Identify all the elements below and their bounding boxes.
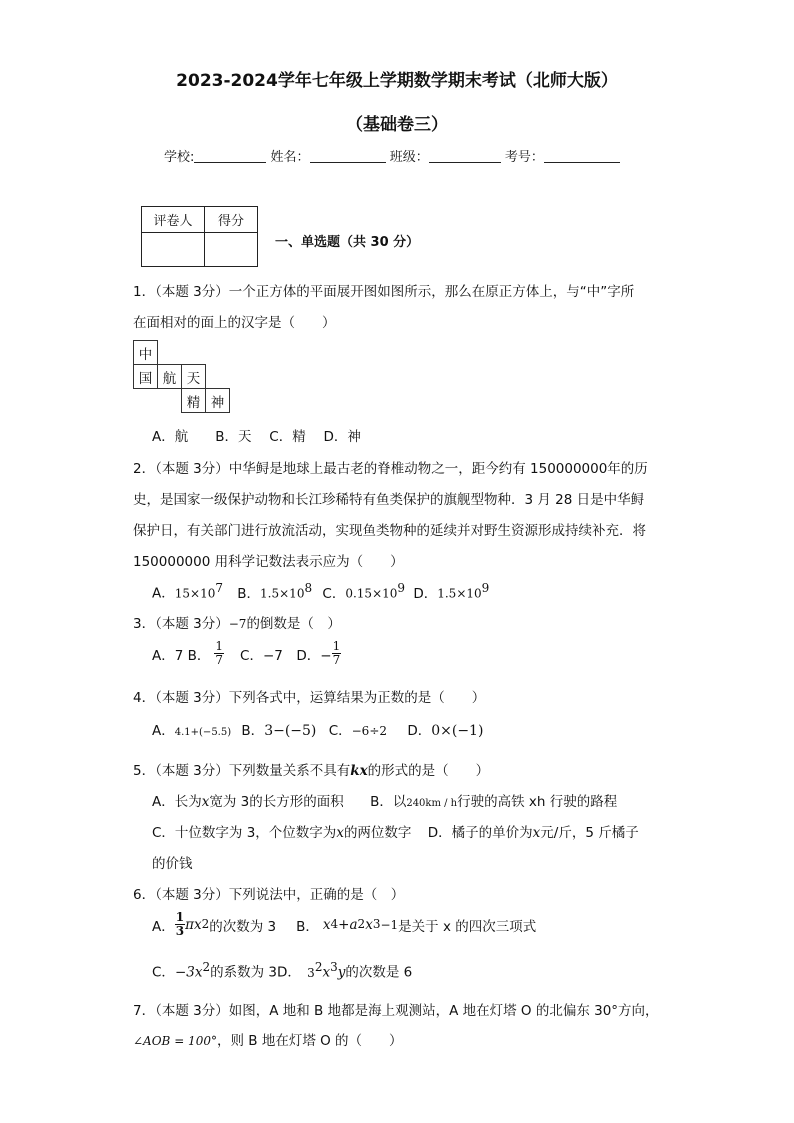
score-header: 得分 xyxy=(205,207,258,233)
q3-fracB: $\frac{1}{7}$ xyxy=(215,639,224,667)
net-cell-guo: 国 xyxy=(134,365,158,389)
name-blank[interactable] xyxy=(310,150,386,163)
class-label: 班级： xyxy=(389,150,429,165)
class-blank[interactable] xyxy=(429,150,501,163)
net-cell-jing: 精 xyxy=(182,389,206,413)
exam-subtitle: （基础卷三） xyxy=(346,115,448,135)
q5-options-ab: A．长为x宽为 3的长方形的面积 B．以240km / h行驶的高铁 xh 行驶的路程 xyxy=(152,794,618,810)
q2-optB-math: 1.5×10 xyxy=(260,586,305,601)
exam-title: 2023-2024学年七年级上学期数学期末考试（北师大版） xyxy=(176,71,618,91)
id-blank[interactable] xyxy=(544,150,620,163)
q6-fracA: $\frac{1}{3}$ xyxy=(175,910,185,938)
q6-options-ab: A． $\frac{1}{3}$ πx 2 的次数为 3 B． x 4 +a 2 x 3 −1 是关于 x 的四次三项式 xyxy=(152,910,537,938)
q5-stem: 5．（本题 3分）下列数量关系不具有kx的形式的是（ ） xyxy=(133,763,490,779)
q1-options: A．航 B．天 C．精 D．神 xyxy=(152,429,361,445)
net-cell-hang: 航 xyxy=(158,365,182,389)
section-title: 一、单选题（共 30 分） xyxy=(275,235,420,250)
q7-line2: ∠AOB = 100°，则 B 地在灯塔 O 的（ ） xyxy=(133,1033,403,1049)
school-label: 学校: xyxy=(164,150,195,165)
id-label: 考号： xyxy=(504,150,544,165)
q2-line3: 保护日，有关部门进行放流活动，实现鱼类物种的延续并对野生资源形成持续补充．将 xyxy=(133,523,646,539)
q3-options: A．7 B． $\frac{1}{7}$ C．−7 D．− $\frac{1}{7}$ xyxy=(152,639,341,667)
q1-line2: 在面相对的面上的汉字是（ ） xyxy=(133,315,336,331)
q2-options: A．$15\times 10^7$ B．$1.5\times 10^8$ C．$0.15\times 10^9$ D．$1.5\times 10^9$ xyxy=(152,581,490,602)
name-label: 姓名： xyxy=(270,150,310,165)
q5-optD-cont: 的价钱 xyxy=(152,856,193,872)
net-cell-tian: 天 xyxy=(182,365,206,389)
q3-stem: 3．（本题 3分）−7的倒数是（ ） xyxy=(133,616,341,632)
net-cell-shen: 神 xyxy=(206,389,230,413)
q2-optC-math: 0.15×10 xyxy=(345,586,398,601)
q3-fracD: $\frac{1}{7}$ xyxy=(332,639,341,667)
q6-stem: 6．（本题 3分）下列说法中，正确的是（ ） xyxy=(133,887,405,903)
q2-optA-math: 15×10 xyxy=(174,586,216,601)
score-table xyxy=(141,206,258,267)
net-cell-zhong: 中 xyxy=(134,341,158,365)
cube-net xyxy=(133,340,230,413)
q1-line1: 1．（本题 3分）一个正方体的平面展开图如图所示，那么在原正方体上，与“中”字所 xyxy=(133,284,635,300)
q7-line1: 7．（本题 3分）如图，A 地和 B 地都是海上观测站，A 地在灯塔 O 的北偏东 30°方向， xyxy=(133,1003,659,1019)
q4-stem: 4．（本题 3分）下列各式中，运算结果为正数的是（ ） xyxy=(133,690,486,706)
q6-options-cd: C．$-3x^2$的系数为 3D． $3^2x^3y$的次数是 6 xyxy=(152,960,413,981)
student-info-line xyxy=(164,146,620,165)
score-cell[interactable] xyxy=(205,233,258,267)
q5-options-cd: C．十位数字为 3，个位数字为x的两位数字 D．橘子的单价为x元/斤，5 斤橘子 xyxy=(152,825,639,841)
school-blank[interactable] xyxy=(194,150,266,163)
grader-header: 评卷人 xyxy=(142,207,205,233)
q2-line2: 史，是国家一级保护动物和长江珍稀特有鱼类保护的旗舰型物种．3 月 28 日是中华鲟 xyxy=(133,492,645,508)
q2-optD-math: 1.5×10 xyxy=(437,586,482,601)
q4-options: A．4.1+(−5.5) B．3−(−5) C．−6÷2 D．0×(−1) xyxy=(152,723,484,739)
q2-line4: 150000000 用科学记数法表示应为（ ） xyxy=(133,554,404,570)
grader-cell[interactable] xyxy=(142,233,205,267)
q2-line1: 2．（本题 3分）中华鲟是地球上最古老的脊椎动物之一，距今约有 150000000年的历 xyxy=(133,461,648,477)
